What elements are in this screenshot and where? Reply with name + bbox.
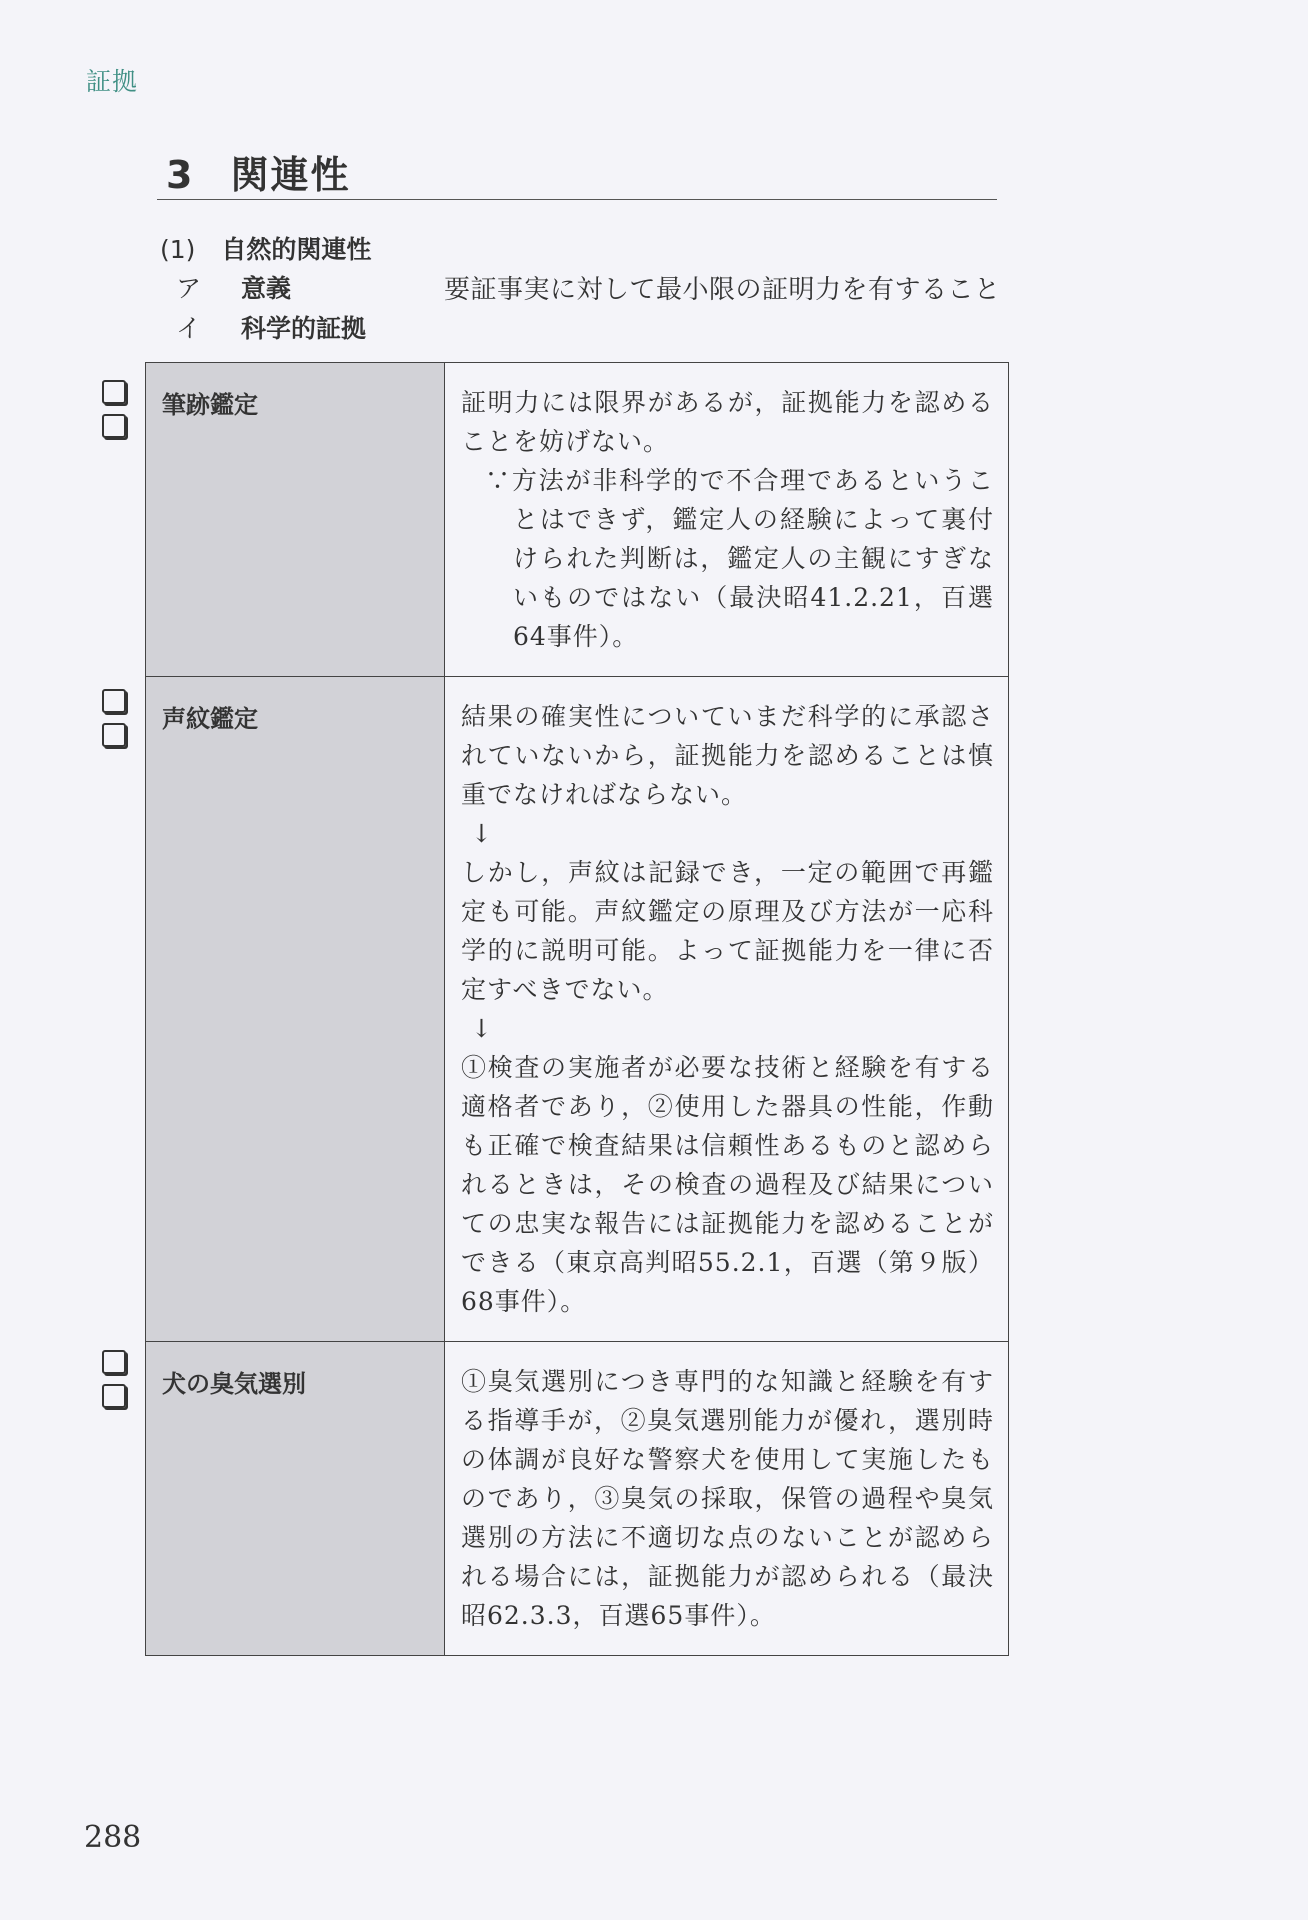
subsection-heading xyxy=(160,230,371,266)
arrow-down: ↓ xyxy=(471,1014,493,1043)
description-cell xyxy=(445,363,1009,677)
page-number: 288 xyxy=(84,1820,142,1855)
checkbox[interactable] xyxy=(102,414,126,438)
checkbox[interactable] xyxy=(102,723,126,747)
description-paragraph: 証明力には限界があるが，証拠能力を認めることを妨げない。 xyxy=(461,388,994,456)
item-marker-b: イ xyxy=(176,314,202,343)
checkbox[interactable] xyxy=(102,1350,126,1374)
checkbox-group-2 xyxy=(102,689,126,757)
reason-paragraph: ∵方法が非科学的で不合理であるということはできず，鑑定人の経験によって裏付けられた判断は，鑑定人の主観にすぎないものではない（最決昭41.2.21，百選64事件）。 xyxy=(485,466,994,651)
table-row xyxy=(146,677,1009,1342)
item-heading-a xyxy=(176,269,291,305)
item-marker-a: ア xyxy=(176,274,202,303)
section-title xyxy=(166,144,350,199)
item-heading-b xyxy=(176,309,366,345)
description-paragraph: 結果の確実性についていまだ科学的に承認されていないから，証拠能力を認めることは慎重でなければならない。 xyxy=(461,702,994,809)
table-row xyxy=(146,1342,1009,1656)
checkbox-group-1 xyxy=(102,380,126,448)
subsection-number: (1) xyxy=(160,235,196,264)
section-divider xyxy=(157,199,997,200)
description-paragraph: しかし，声紋は記録でき，一定の範囲で再鑑定も可能。声紋鑑定の原理及び方法が一応科学的に説明可能。よって証拠能力を一律に否定すべきでない。 xyxy=(461,858,994,1004)
description-cell xyxy=(445,677,1009,1342)
item-title-a: 意義 xyxy=(241,274,292,303)
description-paragraph: ①検査の実施者が必要な技術と経験を有する適格者であり，②使用した器具の性能，作動も正確で検査結果は信頼性あるものと認められるときは，その検査の過程及び結果についての忠実な報告には証拠能力を認めることができる（東京高判昭55.2.1，百選（第９版）68事件）。 xyxy=(461,1053,994,1316)
checkbox-group-3 xyxy=(102,1350,126,1418)
checkbox[interactable] xyxy=(102,1384,126,1408)
section-number: 3 xyxy=(166,153,195,197)
section-title-text: 関連性 xyxy=(230,153,351,197)
term-cell: 犬の臭気選別 xyxy=(146,1342,445,1656)
checkbox[interactable] xyxy=(102,380,126,404)
definition-text: 要証事実に対して最小限の証明力を有すること xyxy=(444,275,1001,305)
item-title-b: 科学的証拠 xyxy=(241,314,367,343)
term-cell: 声紋鑑定 xyxy=(146,677,445,1342)
arrow-down: ↓ xyxy=(471,819,493,848)
table-row xyxy=(146,363,1009,677)
scientific-evidence-table xyxy=(145,362,1009,1656)
term-cell: 筆跡鑑定 xyxy=(146,363,445,677)
description-cell xyxy=(445,1342,1009,1656)
subsection-title: 自然的関連性 xyxy=(221,235,372,264)
checkbox[interactable] xyxy=(102,689,126,713)
running-head: 証拠 xyxy=(86,67,139,96)
description-paragraph: ①臭気選別につき専門的な知識と経験を有する指導手が，②臭気選別能力が優れ，選別時の体調が良好な警察犬を使用して実施したものであり，③臭気の採取，保管の過程や臭気選別の方法に不適切な点のないことが認められる場合には，証拠能力が認められる（最決昭62.3.3，百選65事件）。 xyxy=(461,1367,994,1630)
